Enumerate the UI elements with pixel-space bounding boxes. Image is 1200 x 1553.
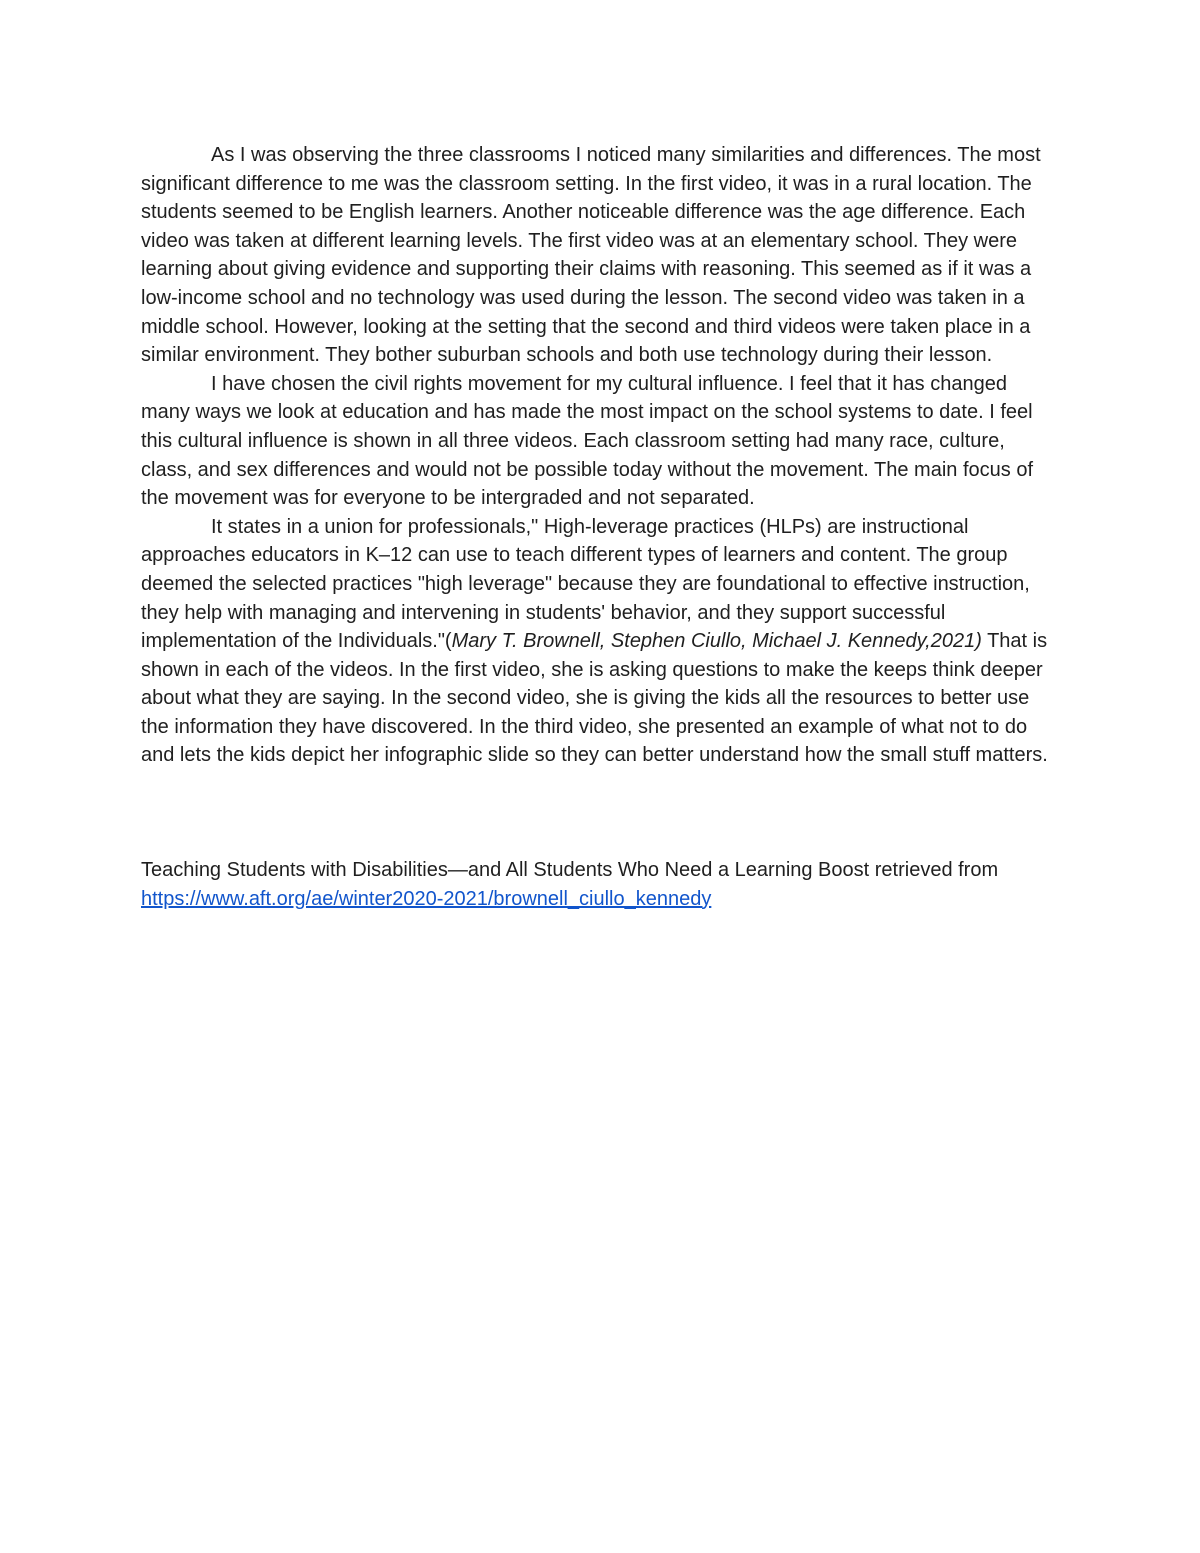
paragraph-cultural-influence bbox=[141, 370, 1061, 513]
reference-text: Teaching Students with Disabilities—and All Students Who Need a Learning Boost retrieved from bbox=[141, 859, 999, 882]
paragraph-hlp-quote-text: It states in a union for professionals," High-leverage practices (HLPs) are instructional approaches educators in K–12 can use to teach different types of learners and content. The group deemed the selected practices "high leverage" because they are foundational to effective instruction, they help with managing and intervening in students' behavior, and they support successful implementation of the Individuals."( bbox=[141, 515, 1030, 653]
paragraph-hlp-after-text: That is shown in each of the videos. In the first video, she is asking questions to make the keeps think deeper about what they are saying. In the second video, she is giving the kids all the resources to better use the information they have discovered. In the third video, she presented an example of what not to do and lets the kids depict her infographic slide so they can better understand how the small stuff matters. bbox=[141, 630, 1048, 767]
paragraph-cultural-influence-text: I have chosen the civil rights movement for my cultural influence. I feel that it has changed many ways we look at education and has made the most impact on the school systems to date. I feel this cultural influence is shown in all three videos. Each classroom setting had many race, culture, class, and sex differences and would not be possible today without the movement. The main focus of the movement was for everyone to be intergraded and not separated. bbox=[141, 372, 1034, 510]
document-page bbox=[141, 141, 1061, 913]
reference-entry bbox=[141, 856, 1061, 913]
paragraph-hlp-citation: Mary T. Brownell, Stephen Ciullo, Michael J. Kennedy,2021) bbox=[451, 630, 982, 653]
paragraph-observations-text: As I was observing the three classrooms I noticed many similarities and differences. The most significant difference to me was the classroom setting. In the first video, it was in a rural location. The students seemed to be English learners. Another noticeable difference was the age difference. Each video was taken at different learning levels. The first video was at an elementary school. They were learning about giving evidence and supporting their claims with reasoning. This seemed as if it was a low-income school and no technology was used during the lesson. The second video was taken in a middle school. However, looking at the setting that the second and third videos were taken place in a similar environment. They bother suburban schools and both use technology during their lesson. bbox=[141, 144, 1041, 367]
section-spacer bbox=[141, 770, 1061, 856]
paragraph-high-leverage-practices bbox=[141, 513, 1061, 770]
reference-link[interactable]: https://www.aft.org/ae/winter2020-2021/brownell_ciullo_kennedy bbox=[141, 887, 712, 910]
paragraph-observations bbox=[141, 141, 1061, 370]
